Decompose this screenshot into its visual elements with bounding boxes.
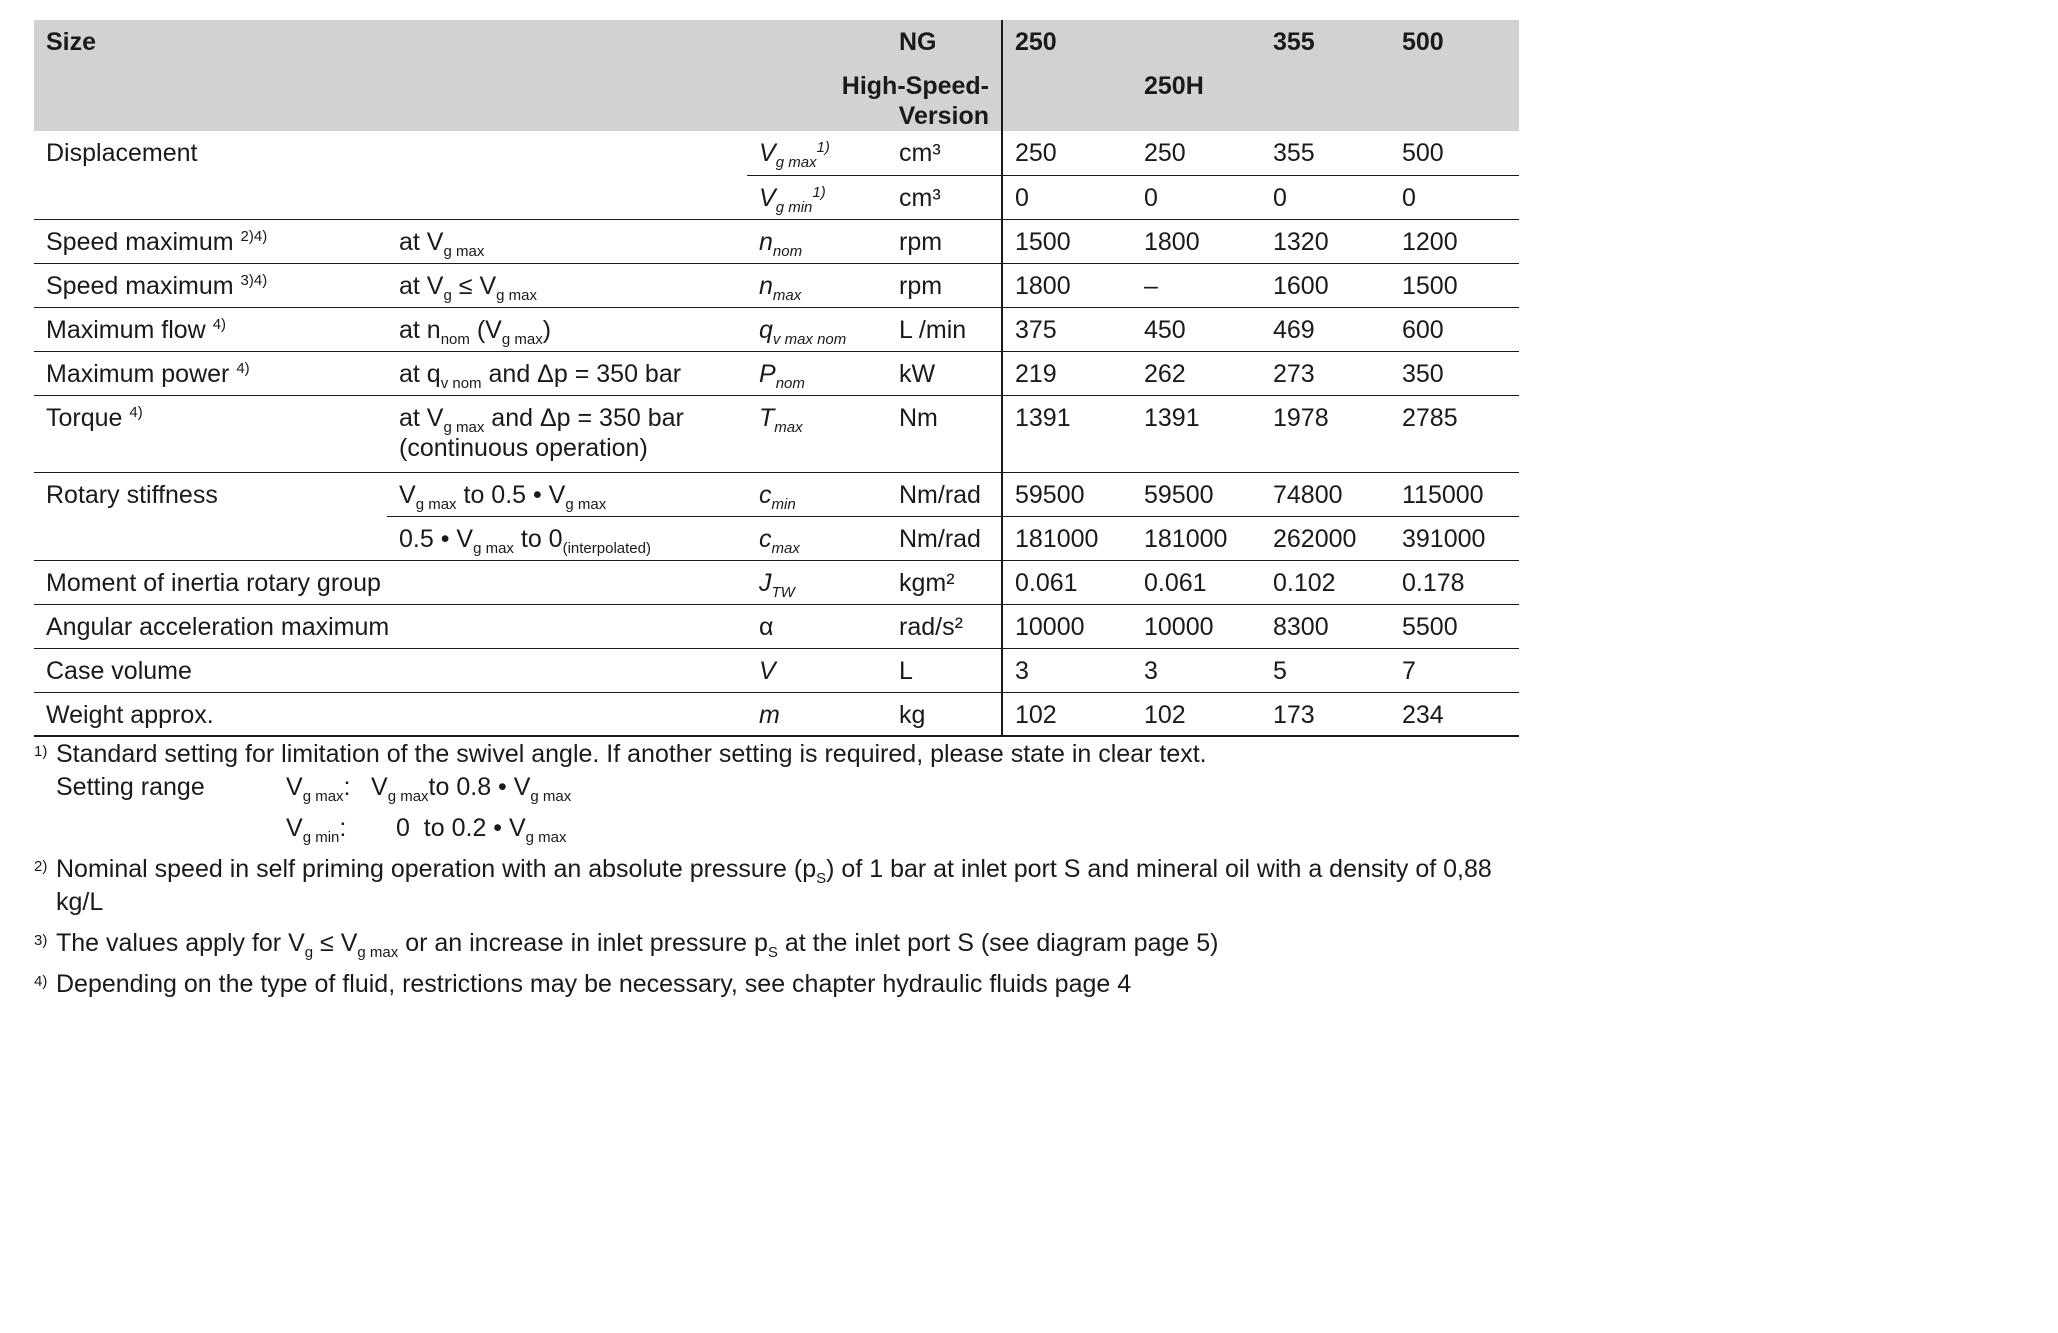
value-250: 102	[1002, 692, 1132, 736]
row-label: Rotary stiffness	[34, 472, 387, 516]
table-row	[34, 648, 1519, 692]
range-max-value: $V_{g max}to$ 0.8 • $V_{g max}$	[371, 773, 572, 805]
condition: at $V_{g max}$ and Δp = 350 bar (continuous operation)	[387, 395, 747, 472]
value-250h: 10000	[1132, 604, 1261, 648]
footnote-text: Standard setting for limitation of the swivel angle. If another setting is required, please state in clear text.	[56, 740, 1207, 768]
unit: rpm	[887, 219, 1002, 263]
value-250h: 1391	[1132, 395, 1261, 472]
unit: rpm	[887, 263, 1002, 307]
value-250: 219	[1002, 351, 1132, 395]
value-500: 391000	[1390, 516, 1519, 560]
value-355: 273	[1261, 351, 1390, 395]
high-speed-version-label: High-Speed-Version	[747, 64, 1002, 131]
value-250: 10000	[1002, 604, 1132, 648]
unit: Nm	[887, 395, 1002, 472]
value-250: 1391	[1002, 395, 1132, 472]
row-label: Torque $^{4)}$	[34, 395, 387, 472]
range-min-label: $V_{g min}$:	[286, 814, 347, 846]
setting-range	[56, 771, 1514, 845]
value-250h: 0	[1132, 175, 1261, 219]
value-250: 0.061	[1002, 560, 1132, 604]
value-250h: –	[1132, 263, 1261, 307]
size-500: 500	[1390, 20, 1519, 64]
row-label: Angular acceleration maximum	[34, 604, 747, 648]
condition: at $n_{nom}$ $(V_{g max})$	[387, 307, 747, 351]
symbol: $V_{g max}^{1)}$	[759, 139, 830, 171]
value-250h: 450	[1132, 307, 1261, 351]
table-row	[34, 131, 1519, 175]
value-355: 0	[1261, 175, 1390, 219]
condition: at $V_g \le V_{g max}$	[387, 263, 747, 307]
unit: rad/s²	[887, 604, 1002, 648]
symbol: m	[747, 692, 887, 736]
unit: kgm²	[887, 560, 1002, 604]
value-500: 600	[1390, 307, 1519, 351]
range-max-label: $V_{g max}$:	[286, 773, 351, 805]
value-355: 1978	[1261, 395, 1390, 472]
value-500: 115000	[1390, 472, 1519, 516]
table-row	[34, 219, 1519, 263]
range-min-value: 0 to 0.2 • $V_{g max}$	[396, 814, 567, 846]
footnotes	[34, 738, 1514, 1009]
unit: Nm/rad	[887, 516, 1002, 560]
symbol: $q_{v max nom}$	[747, 307, 887, 351]
footnote-mark: 2)	[34, 858, 48, 875]
value-355: 74800	[1261, 472, 1390, 516]
symbol: $J_{TW}$	[747, 560, 887, 604]
row-label: Displacement	[46, 139, 198, 167]
unit: L /min	[887, 307, 1002, 351]
symbol: $n_{max}$	[747, 263, 887, 307]
value-355: 173	[1261, 692, 1390, 736]
value-355: 5	[1261, 648, 1390, 692]
value-355: 262000	[1261, 516, 1390, 560]
row-label: Speed maximum $^{2)4)}$	[34, 219, 387, 263]
unit: L	[887, 648, 1002, 692]
value-500: 5500	[1390, 604, 1519, 648]
symbol: $c_{min}$	[747, 472, 887, 516]
footnote-mark: 4)	[34, 973, 48, 990]
row-label: Case volume	[34, 648, 747, 692]
row-label: Maximum power $^{4)}$	[34, 351, 387, 395]
value-250: 59500	[1002, 472, 1132, 516]
table-row	[34, 263, 1519, 307]
table-row	[34, 604, 1519, 648]
table-row	[34, 307, 1519, 351]
value-250: 375	[1002, 307, 1132, 351]
value-250h: 1800	[1132, 219, 1261, 263]
table-row	[34, 351, 1519, 395]
row-label: Moment of inertia rotary group	[34, 560, 747, 604]
condition: $V_{g max}$ to 0.5 • $V_{g max}$	[387, 472, 747, 516]
value-500: 0.178	[1390, 560, 1519, 604]
table-row	[34, 692, 1519, 736]
value-355: 355	[1273, 139, 1315, 167]
condition: 0.5 • $V_{g max}$ to $0_{(interpolated)}$	[387, 516, 747, 560]
setting-range-label: Setting range	[56, 773, 205, 801]
value-250: 1500	[1002, 219, 1132, 263]
unit: cm³	[887, 175, 1002, 219]
row-label: Maximum flow $^{4)}$	[34, 307, 387, 351]
value-355: 1320	[1261, 219, 1390, 263]
symbol: $n_{nom}$	[747, 219, 887, 263]
size-355: 355	[1261, 20, 1390, 64]
footnote-1	[34, 738, 1514, 845]
value-250h: 3	[1132, 648, 1261, 692]
footnote-2: 2) Nominal speed in self priming operation with an absolute pressure $(p_S)$ of 1 bar at inlet port S and mineral oil with a density of 0,88 kg/L	[34, 853, 1514, 919]
symbol: $c_{max}$	[747, 516, 887, 560]
value-250: 250	[1002, 131, 1132, 175]
value-250h: 262	[1132, 351, 1261, 395]
value-250: 181000	[1002, 516, 1132, 560]
symbol: $V_{g min}^{1)}$	[747, 175, 887, 219]
value-355: 8300	[1261, 604, 1390, 648]
value-250h: 181000	[1132, 516, 1261, 560]
technical-data-table	[34, 20, 1519, 737]
condition: at $q_{v nom}$ and Δp = 350 bar	[387, 351, 747, 395]
ng-label: NG	[887, 20, 1002, 64]
value-500: 7	[1390, 648, 1519, 692]
table-row	[34, 175, 1519, 219]
table-row	[34, 516, 1519, 560]
footnote-3: 3) The values apply for $V_g \le V_{g max}$ or an increase in inlet pressure $p_S$ at the inlet port S (see diagram page 5)	[34, 927, 1514, 960]
table-row	[34, 395, 1519, 472]
table-row	[34, 472, 1519, 516]
symbol: V	[747, 648, 887, 692]
value-250: 1800	[1002, 263, 1132, 307]
value-500: 1200	[1390, 219, 1519, 263]
symbol: $P_{nom}$	[747, 351, 887, 395]
table-row	[34, 560, 1519, 604]
unit: kg	[887, 692, 1002, 736]
row-label: Speed maximum $^{3)4)}$	[34, 263, 387, 307]
value-500: 350	[1390, 351, 1519, 395]
row-label: Weight approx.	[34, 692, 747, 736]
unit: cm³	[899, 139, 941, 167]
value-355: 469	[1261, 307, 1390, 351]
symbol: $T_{max}$	[747, 395, 887, 472]
footnote-mark: 3)	[34, 932, 48, 949]
header-row-size	[34, 20, 1519, 64]
value-500: 0	[1390, 175, 1519, 219]
symbol: α	[747, 604, 887, 648]
value-500: 234	[1390, 692, 1519, 736]
value-500: 2785	[1390, 395, 1519, 472]
value-250h: 59500	[1132, 472, 1261, 516]
header-row-hsv	[34, 64, 1519, 131]
unit: Nm/rad	[887, 472, 1002, 516]
size-250h: 250H	[1132, 64, 1261, 131]
value-250h: 250	[1144, 139, 1186, 167]
value-500: 500	[1402, 139, 1444, 167]
unit: kW	[887, 351, 1002, 395]
size-250: 250	[1002, 20, 1132, 64]
value-500: 1500	[1390, 263, 1519, 307]
value-250: 3	[1002, 648, 1132, 692]
value-355: 1600	[1261, 263, 1390, 307]
footnote-mark: 1)	[34, 743, 48, 760]
condition: at $V_{g max}$	[387, 219, 747, 263]
value-250h: 0.061	[1132, 560, 1261, 604]
value-250: 0	[1002, 175, 1132, 219]
footnote-4: 4) Depending on the type of fluid, restrictions may be necessary, see chapter hydraulic fluids page 4	[34, 968, 1514, 1001]
size-label: Size	[34, 20, 387, 64]
value-250h: 102	[1132, 692, 1261, 736]
value-355: 0.102	[1261, 560, 1390, 604]
